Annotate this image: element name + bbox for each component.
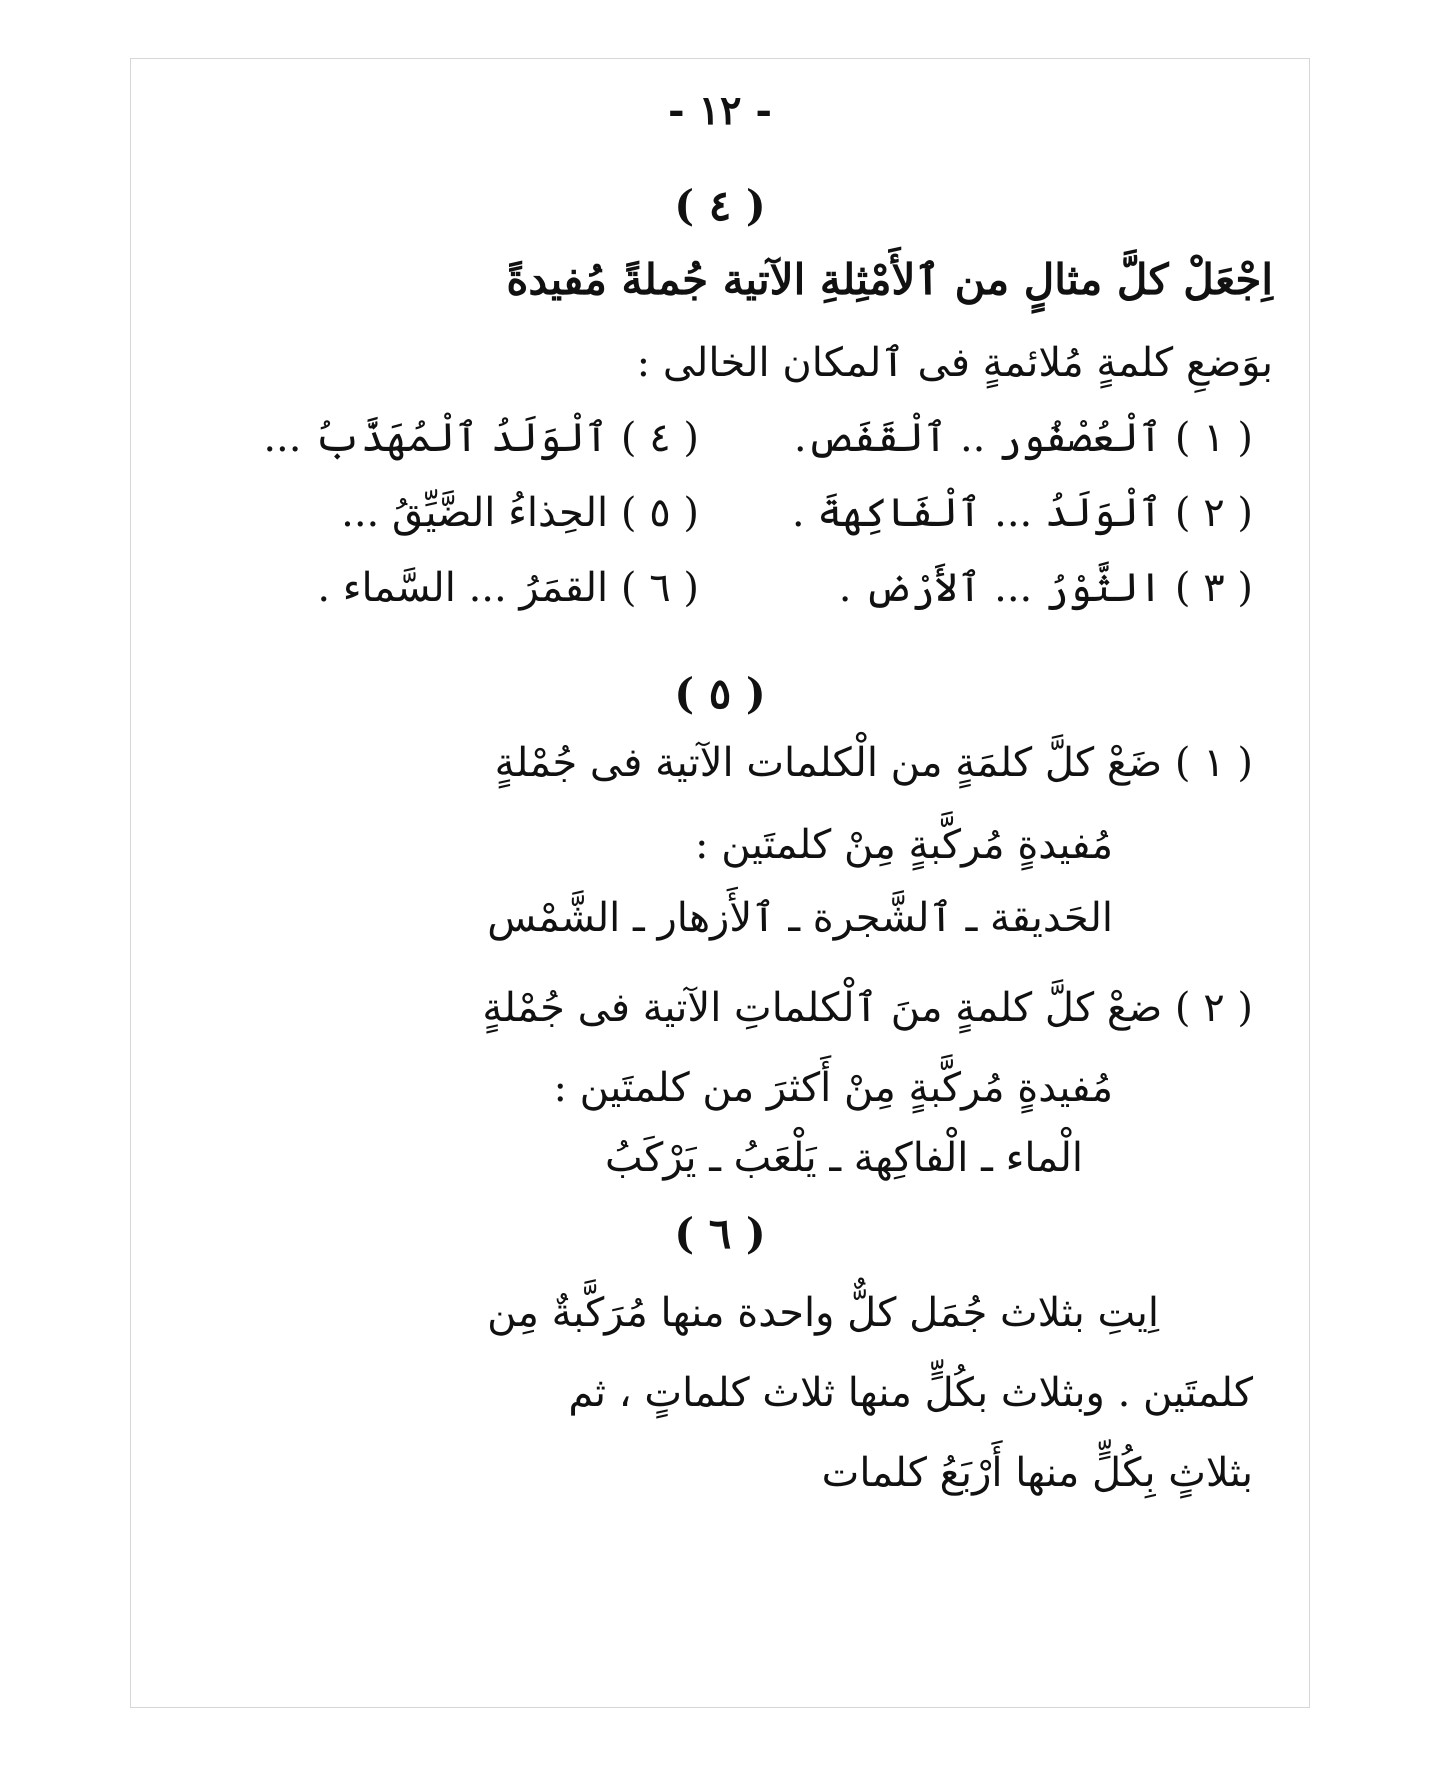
section-6-line-2: كلمتَين . وبثلاث بكُلٍّ منها ثلاث كلماتٍ ، ثم	[568, 1370, 1253, 1416]
document-page	[130, 58, 1310, 1708]
section-5-heading: ( ٥ )	[674, 669, 766, 718]
section-4-item-3: ( ٣ ) الثَّوْرُ ... ٱلأَرْض .	[838, 565, 1253, 611]
section-6-line-3: بثلاثٍ بِكُلٍّ منها أَرْبَعُ كلمات	[821, 1450, 1253, 1496]
section-4-item-2: ( ٢ ) ٱلْوَلَدُ ... ٱلْفَاكِهةَ .	[791, 490, 1253, 536]
section-6-line-1: اِيتِ بثلاث جُمَل كلٌّ واحدة منها مُرَكَّبةٌ مِن	[487, 1290, 1159, 1336]
section-4-item-6: ( ٦ ) القمَرُ ... السَّماء .	[317, 565, 699, 611]
section-4-item-4: ( ٤ ) ٱلْوَلَدُ ٱلْمُهَذَّبُ ...	[263, 415, 699, 461]
section-4-item-5: ( ٥ ) الحِذاءُ الضَّيِّقُ ...	[341, 490, 699, 536]
section-4-instruction-line-2: بوَضعِ كلمةٍ مُلائمةٍ فى ٱلمكان الخالى :	[636, 340, 1273, 386]
section-5-question-1-words: الحَديقة ـ ٱلشَّجرة ـ ٱلأَزهار ـ الشَّمْس	[487, 895, 1113, 941]
section-5-question-2-line-2: مُفيدةٍ مُركَّبةٍ مِنْ أَكثرَ من كلمتَين :	[553, 1065, 1113, 1111]
page-number: - ١٢ -	[667, 87, 773, 134]
section-4-heading: ( ٤ )	[674, 181, 766, 230]
section-4-item-1: ( ١ ) ٱلْعُصْفُور .. ٱلْقَفَص.	[793, 415, 1253, 461]
section-5-question-2-words: الْماء ـ الْفاكِهة ـ يَلْعَبُ ـ يَرْكَبُ	[605, 1135, 1083, 1181]
section-4-instruction-line-1: اِجْعَلْ كلَّ مثالٍ من ٱلأَمْثِلةِ الآتية جُملةً مُفيدةً	[506, 255, 1273, 304]
section-5-question-1-line-1: ( ١ ) ضَعْ كلَّ كلمَةٍ من الْكلمات الآتية فى جُمْلةٍ	[494, 740, 1253, 786]
section-5-question-1-line-2: مُفيدةٍ مُركَّبةٍ مِنْ كلمتَين :	[695, 822, 1113, 868]
section-6-heading: ( ٦ )	[674, 1209, 766, 1258]
section-5-question-2-line-1: ( ٢ ) ضعْ كلَّ كلمةٍ منَ ٱلْكلماتِ الآتية فى جُمْلةٍ	[482, 985, 1253, 1031]
